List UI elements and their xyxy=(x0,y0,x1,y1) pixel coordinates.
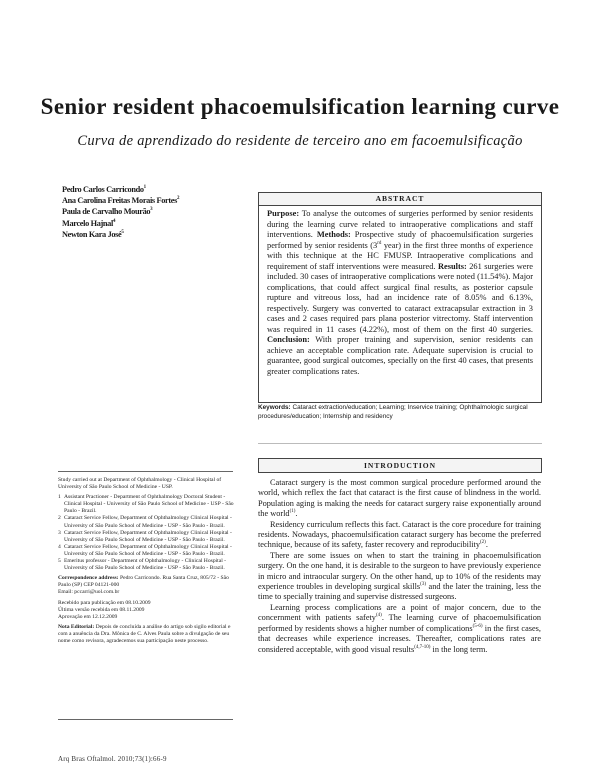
affiliation-note: 3 Cataract Service Fellow, Department of Ophthalmology Clinical Hospital - University of São Paulo School of Medicine - USP - São Paulo - Brazil. xyxy=(58,529,232,543)
section-divider xyxy=(258,443,542,444)
author: Paula de Carvalho Mourão$^3$ xyxy=(62,207,153,217)
correspondence: Correspondence address: Pedro Carricondo. Rua Santa Cruz, 805/72 - São Paulo (SP) CEP 04121-000 xyxy=(58,575,229,589)
sidebar-rule xyxy=(58,719,233,720)
approved-date: Aprovação em 12.12.2009 xyxy=(58,613,118,620)
sidebar-rule xyxy=(58,471,233,472)
methods-text: Prospective study of phacoemulsification surgeries performed by senior residents (3 xyxy=(267,230,533,250)
affiliation-note: 5 Emeritus professor - Department of Ophthalmology - Clinical Hospital - University of São Paulo School of Medicine - USP - São Paulo - Brazil. xyxy=(58,558,227,572)
author-list xyxy=(62,184,262,240)
intro-paragraph: Cataract surgery is the most common surgical procedure performed around the world, which reflex the fact that cataract is the first cause of blindness in the world. Population aging is making the needs for cataract surgery raise exponentially around the world$^{(1)}$. xyxy=(258,478,541,519)
journal-citation: Arq Bras Oftalmol. 2010;73(1):66-9 xyxy=(58,755,167,763)
conclusion-label: Conclusion: xyxy=(267,335,310,344)
introduction-body xyxy=(258,478,541,655)
methods-label: Methods: xyxy=(316,230,351,239)
intro-paragraph: Learning process complications are a point of major concern, due to the concernment with patients safety$^{(4)}$. The learning curve of phacoemulsification performed by residents shows a higher number of complications$^{(5-6)}$ in the first cases, that decreases while experience increases. Thereafter, complications rates are considered acceptable, with good visual results$^{(4,7-10)}$ in the long term. xyxy=(258,602,542,654)
purpose-label: Purpose: xyxy=(267,209,300,218)
affiliation-note: 2 Cataract Service Fellow, Department of Ophthalmology Clinical Hospital - University of São Paulo School of Medicine - USP - São Paulo - Brazil. xyxy=(58,515,232,529)
author: Marcelo Hajnal$^4$ xyxy=(62,218,116,228)
article-title: Senior resident phacoemulsification learning curve xyxy=(40,94,560,119)
article-subtitle: Curva de aprendizado do residente de terceiro ano em facoemulsificação xyxy=(77,133,523,149)
keywords-text: Cataract extraction/education; Learning; Inservice training; Ophthalmologic surgical procedures/education; Internship and residency xyxy=(258,404,528,420)
study-note: Study carried out at Department of Ophthalmology - Clinical Hospital of University of São Paulo School of Medicine - USP. xyxy=(58,477,222,491)
received-date: Recebido para publicação em 08.10.2009 xyxy=(58,599,151,606)
abstract-box xyxy=(258,192,542,403)
affiliation-note: 4 Cataract Service Fellow, Department of Ophthalmology Clinical Hospital - University of São Paulo School of Medicine - USP - São Paulo - Brazil. xyxy=(58,543,232,557)
keywords xyxy=(258,404,540,422)
footnote-sidebar xyxy=(58,477,234,645)
purpose-text: To analyse the outcomes of surgeries performed by senior residents during the learning curve related to intraoperative complications and staff interventions. xyxy=(267,209,533,239)
conclusion-text: With proper training and supervision, senior residents can achieve an acceptable complication rate. Adequate supervision is crucial to guarantee, good surgical outcomes, specially on the first 40 cases, that presents greater complications rates. xyxy=(267,335,533,376)
keywords-label: Keywords: xyxy=(258,404,291,411)
intro-paragraph: There are some issues on when to start the training in phacoemulsification surgery. On the one hand, it is desirable to the surgeon to have previously experience in micro and intraocular surgery. On the other hand, up to 10% of the residents may experience troubles in developing surgical skills$^{(3)}$ and the later the training, less the time to specially training and supervise distressed surgeons. xyxy=(258,550,541,602)
introduction-heading: INTRODUCTION xyxy=(258,458,542,473)
author: Pedro Carlos Carricondo$^1$ xyxy=(62,185,146,194)
author: Ana Carolina Freitas Morais Fortes$^2$ xyxy=(62,196,180,206)
results-text: 261 surgeries were included. 30 cases of intraoperative complications were noted (11.54%). Major complications, that could affect surgical final results, as posterior capsule rupture and vitreous loss, had an incidence rate of 8.05% and 6.13%, respectively. Surgery was converted to cataract extracapsular extraction in 3 cases and 2 cases required pars plana posterior vitrectomy. Staff intervention was required in 11 cases (4.22%), most of them on the first 40 surgeries. xyxy=(267,261,534,334)
email: Email: pccarri@uol.com.br xyxy=(58,589,120,596)
affiliation-note: 1 Assistant Practioner - Department of Ophthalmology Doctoral Student - Clinical Hospital - University of São Paulo School of Medicine - USP - São Paulo - Brazil. xyxy=(58,494,234,515)
results-label: Results: xyxy=(437,261,467,271)
last-version-date: Última versão recebida em 08.11.2009 xyxy=(58,606,145,613)
abstract-text: Purpose: To analyse the outcomes of surgeries performed by senior residents during the learning curve related to intraoperative complications and staff interventions. Methods: Prospective study of phacoemulsification surgeries performed by senior residents (3rd year) in the first three months of experience with this technique at the HC FMUSP. Intraoperative complications and requirement of staff interventions were measured. Results: 261 surgeries were included. 30 cases of intraoperative complications were noted (11.54%). Major complications, that could affect surgical final results, as posterior capsule rupture and vitreous loss, had an incidence rate of 8.05% and 6.13%, respectively. Surgery was converted to cataract extracapsular extraction in 3 cases and 2 cases required pars plana posterior vitrectomy. Staff intervention was required in 11 cases (4.22%), most of them on the first 40 surgeries. Conclusion: With proper training and supervision, senior residents can achieve an acceptable complication rate. Adequate supervision is crucial to guarantee, good surgical outcomes, specially on the first 40 cases, that presents greater complications rates. xyxy=(267,209,534,376)
abstract-heading: ABSTRACT xyxy=(259,193,541,206)
editorial-note: Nota Editorial: Depois de concluída a análise do artigo sob sigilo editorial e com a anuência da Dra. Mônica de C. Alves Paula sobre a divulgação de seu nome como revisora, agradecemos sua participação neste processo. xyxy=(58,623,231,644)
author: Newton Kara José$^5$ xyxy=(62,229,124,239)
intro-paragraph: Residency curriculum reflects this fact. Cataract is the core procedure for training residents. Nowadays, phacoemulsification cataract surgery has become the preferred technique, because of its safety, faster recovery and reproducibility$^{(2)}$. xyxy=(258,519,541,550)
